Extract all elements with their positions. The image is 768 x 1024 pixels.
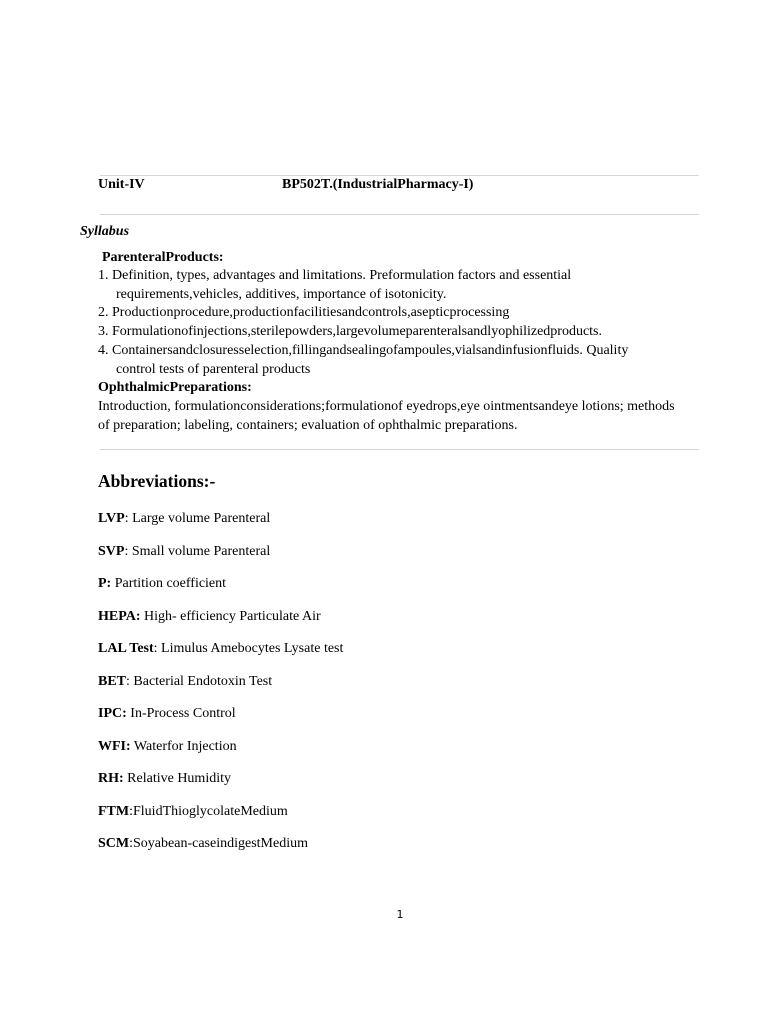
abbreviation-definition: Small volume Parenteral [131, 543, 271, 559]
abbreviation-definition: In-Process Control [130, 706, 236, 721]
abbreviations-heading: Abbreviations:- [98, 471, 216, 491]
abbreviation-definition: Soyabean-caseindigestMedium [133, 836, 308, 851]
abbreviation-separator: : [153, 641, 162, 656]
page-number: 1 [396, 908, 404, 921]
abbreviation-entry [98, 804, 288, 820]
abbreviation-entry [98, 641, 343, 657]
parenteral-heading: ParenteralProducts: [102, 250, 224, 265]
parenteral-item: 4. Containersandclosuresselection,fillingandsealingofampoules,vialsandinfusionfluids. Quality [98, 343, 629, 358]
abbreviation-entry [98, 771, 231, 787]
abbreviation-entry [98, 739, 237, 755]
syllabus-label: Syllabus [80, 224, 130, 239]
abbreviation-entry [98, 674, 272, 690]
ophthalmic-text: of preparation; labeling, containers; evaluation of ophthalmic preparations. [98, 418, 518, 433]
parenteral-item-continued: requirements,vehicles, additives, importance of isotonicity. [116, 287, 447, 302]
abbreviation-definition: Bacterial Endotoxin Test [133, 673, 273, 689]
abbreviation-definition: FluidThioglycolateMedium [133, 803, 288, 819]
course-title: BP502T.(IndustrialPharmacy-I) [282, 177, 474, 192]
abbreviation-term: FTM [98, 803, 130, 819]
abbreviation-term: LAL Test [98, 641, 154, 656]
abbreviation-entry [98, 836, 308, 852]
parenteral-item: 3. Formulationofinjections,sterilepowders,largevolumeparenteralsandlyophilizedproducts. [98, 324, 602, 339]
abbreviation-definition: High- efficiency Particulate Air [144, 608, 321, 624]
abbreviation-definition: Limulus Amebocytes Lysate test [161, 641, 344, 656]
ophthalmic-heading: OphthalmicPreparations: [98, 380, 252, 395]
abbreviation-separator: : [129, 803, 133, 819]
abbreviation-entry [98, 706, 236, 722]
abbreviation-entry [98, 511, 270, 527]
abbreviation-term: LVP [98, 511, 125, 526]
abbreviation-separator: : [124, 543, 132, 559]
abbreviation-term: WFI: [98, 738, 131, 754]
abbreviation-term: HEPA: [98, 608, 141, 624]
abbreviation-entry [98, 544, 270, 560]
abbreviation-definition: Relative Humidity [127, 771, 231, 786]
ophthalmic-text: Introduction, formulationconsiderations;formulationof eyedrops,eye ointmentsandeye lotions; methods [98, 399, 675, 414]
abbreviation-entry [98, 576, 226, 592]
abbreviation-term: IPC: [98, 706, 127, 721]
abbreviation-definition: Large volume Parenteral [132, 511, 271, 526]
abbreviation-term: SVP [98, 543, 125, 559]
top-rule [100, 175, 699, 176]
abbreviation-term: BET [98, 673, 127, 689]
abbreviation-separator: : [129, 836, 134, 851]
syllabus-bottom-rule [100, 449, 699, 450]
abbreviation-term: P: [98, 576, 112, 591]
abbreviation-definition: Waterfor Injection [133, 738, 237, 754]
abbreviation-entry [98, 609, 321, 625]
abbreviation-separator: : [126, 673, 134, 689]
abbreviation-term: RH: [98, 771, 124, 786]
parenteral-item: 1. Definition, types, advantages and limitations. Preformulation factors and essential [98, 268, 572, 283]
abbreviation-separator: : [124, 511, 133, 526]
abbreviation-definition: Partition coefficient [114, 576, 227, 591]
parenteral-item: 2. Productionprocedure,productionfacilitiesandcontrols,asepticprocessing [98, 305, 510, 320]
parenteral-item-continued: control tests of parenteral products [116, 362, 311, 377]
header-bottom-rule [100, 214, 699, 215]
abbreviation-term: SCM [98, 836, 130, 851]
unit-label: Unit-IV [98, 177, 145, 192]
